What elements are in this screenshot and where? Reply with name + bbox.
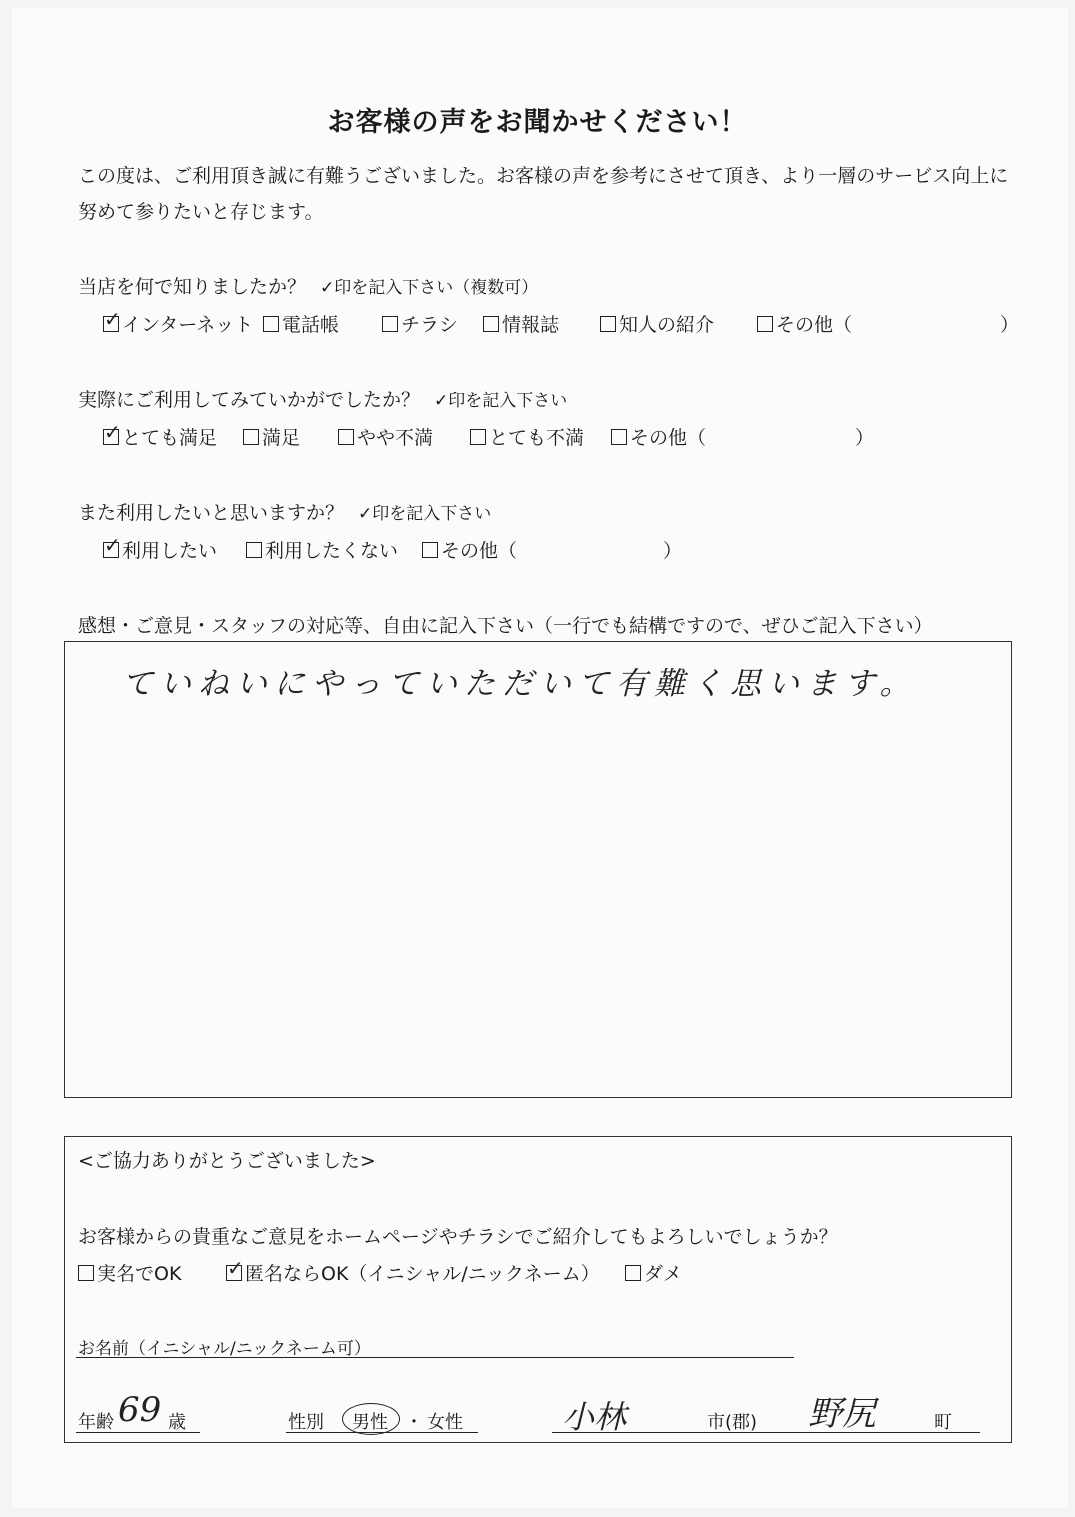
q1-question-row [78,272,538,299]
checkbox-icon[interactable] [483,316,499,332]
q3-option-not-use-again[interactable]: 利用したくない [246,536,398,563]
gender-separator: ・ [405,1412,423,1433]
freeform-handwritten-text: ていねいにやっていただいて有難く思います。 [122,666,918,702]
checkbox-icon[interactable] [600,316,616,332]
q3-other-close: ） [663,540,683,562]
q3-question-row [78,498,491,525]
q1-other-close: ） [1000,314,1020,336]
q1-option-referral[interactable]: 知人の紹介 [600,310,714,337]
q3-option-other[interactable]: その他（ [422,536,517,563]
q2-option-satisfied[interactable]: 満足 [243,423,300,450]
age-value[interactable]: 69 [118,1390,162,1430]
q3-question: また利用したいと思いますか？ [78,502,345,524]
checkbox-icon[interactable] [625,1265,641,1281]
checkbox-checked-icon[interactable] [103,429,119,445]
name-field-line[interactable] [76,1357,794,1358]
freeform-label: 感想・ご意見・スタッフの対応等、自由に記入下さい（一行でも結構ですので、ぜひご記入下さい） [78,615,933,637]
gender-female-option[interactable]: 女性 [427,1412,463,1433]
checkbox-checked-icon[interactable] [226,1265,242,1281]
q2-option-other[interactable]: その他（ [611,423,706,450]
intro-text: この度は、ご利用頂き誠に有難うございました。お客様の声を参考にさせて頂き、より一層のサービス向上に努めて参りたいと存じます。 [78,165,1009,223]
checkbox-icon[interactable] [382,316,398,332]
age-label: 年齢 [78,1412,114,1433]
town-value[interactable]: 野尻 [808,1394,876,1434]
freeform-textarea[interactable] [64,641,1012,1098]
checkbox-icon[interactable] [78,1265,94,1281]
checkbox-icon[interactable] [422,542,438,558]
town-label: 町 [934,1412,952,1433]
page-title: お客様の声をお聞かせください！ [327,107,748,138]
q1-option-flyer[interactable]: チラシ [382,310,458,337]
q2-option-slightly-dissatisfied[interactable]: やや不満 [338,423,433,450]
checkbox-icon[interactable] [338,429,354,445]
q1-option-internet[interactable]: ✓インターネット [103,310,253,337]
gender-male-option[interactable]: 男性 [352,1412,388,1433]
consent-option-anonymous[interactable]: ✓ 匿名ならOK（イニシャル/ニックネーム） [226,1259,600,1286]
address-field-line [552,1432,980,1433]
checkbox-checked-icon[interactable] [103,542,119,558]
age-unit: 歳 [168,1412,186,1433]
checkbox-icon[interactable] [243,429,259,445]
gender-label: 性別 [288,1412,324,1433]
name-label: お名前（イニシャル/ニックネーム可） [78,1339,371,1359]
q3-option-use-again[interactable]: ✓利用したい [103,536,217,563]
q2-option-very-satisfied[interactable]: ✓とても満足 [103,423,217,450]
checkbox-icon[interactable] [611,429,627,445]
checkbox-icon[interactable] [246,542,262,558]
consent-thanks: <ご協力ありがとうございました> [78,1150,376,1172]
city-label: 市(郡) [707,1412,758,1433]
q1-option-magazine[interactable]: 情報誌 [483,310,559,337]
q2-question: 実際にご利用してみていかがでしたか？ [78,389,421,411]
age-field-line [76,1432,200,1433]
consent-question: お客様からの貴重なご意見をホームページやチラシでご紹介してもよろしいでしょうか？ [78,1226,838,1248]
consent-option-decline[interactable]: ダメ [625,1259,682,1286]
gender-field-line [286,1432,478,1433]
q1-option-phonebook[interactable]: 電話帳 [263,310,339,337]
q1-question: 当店を何で知りましたか？ [78,276,307,298]
checkbox-icon[interactable] [263,316,279,332]
city-value[interactable]: 小林 [562,1398,627,1436]
consent-option-real-name[interactable]: 実名でOK [78,1259,181,1286]
q3-note: ✓印を記入下さい [358,504,492,524]
q2-other-close: ） [855,427,875,449]
q2-question-row [78,385,567,412]
q1-note: ✓印を記入下さい（複数可） [320,278,539,298]
q1-option-other[interactable]: その他（ [757,310,852,337]
q2-note: ✓印を記入下さい [434,391,568,411]
checkbox-icon[interactable] [470,429,486,445]
checkbox-checked-icon[interactable] [103,316,119,332]
q2-option-very-dissatisfied[interactable]: とても不満 [470,423,584,450]
checkbox-icon[interactable] [757,316,773,332]
